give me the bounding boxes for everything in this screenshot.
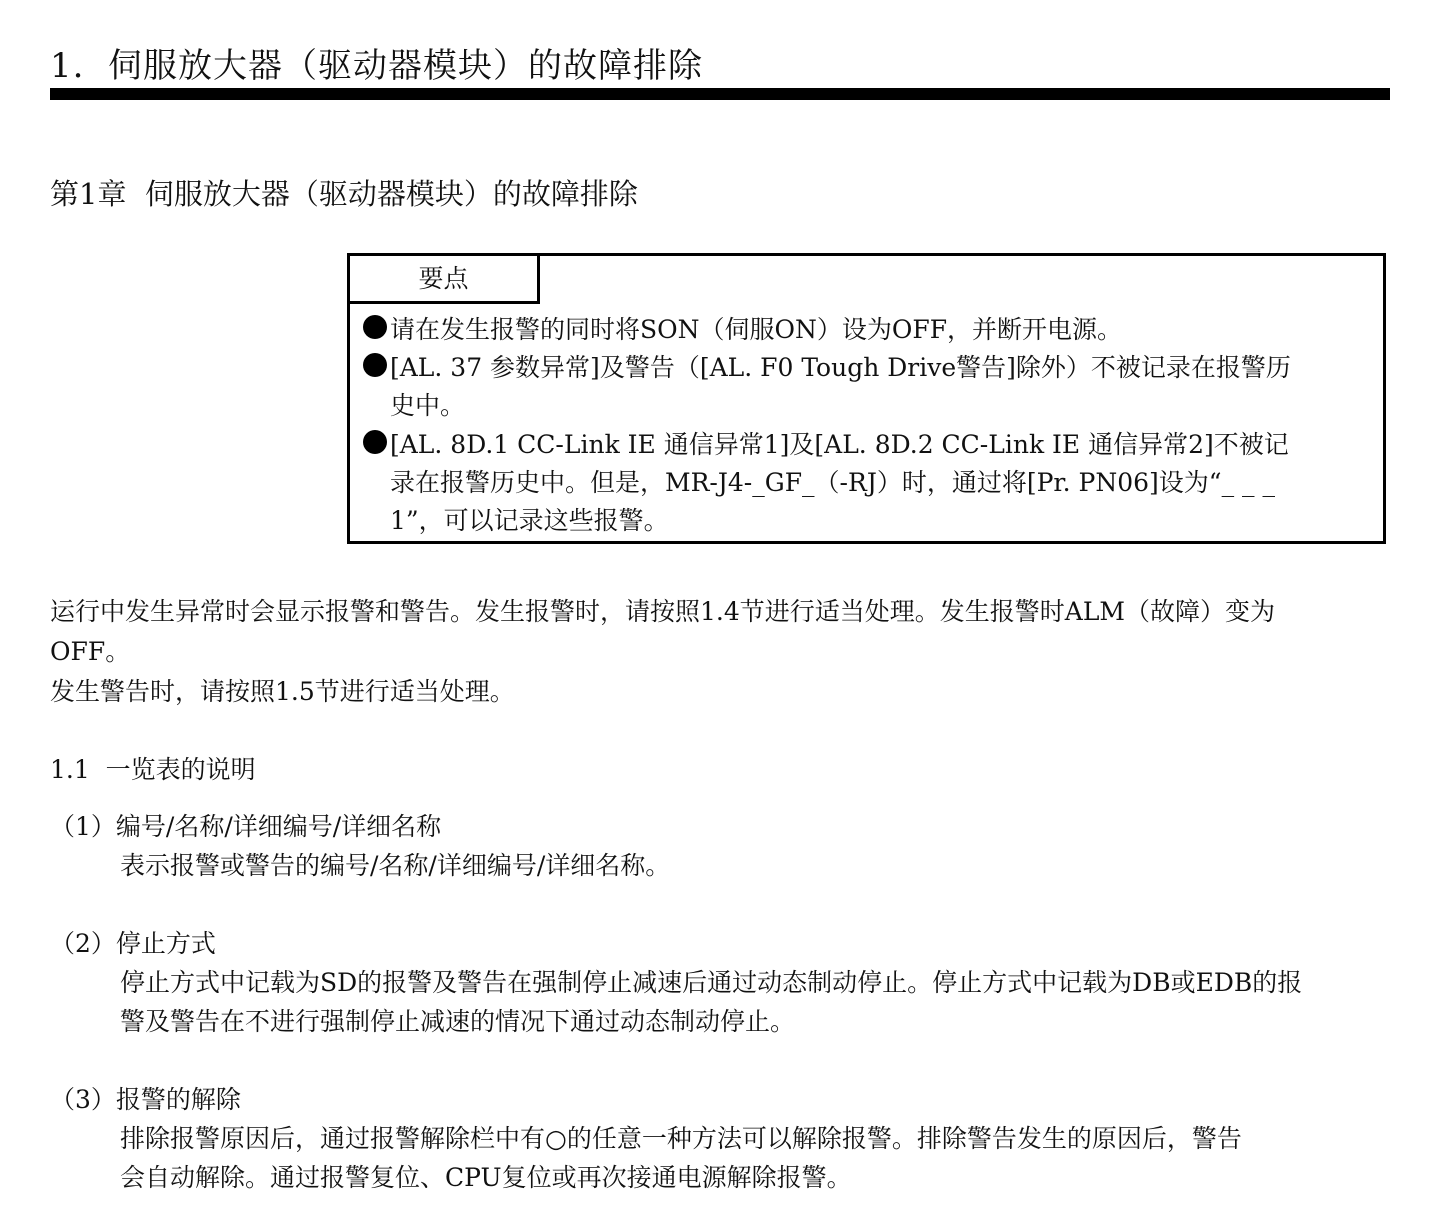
notice-item-3-line-2: 录在报警历史中。但是，MR-J4-_GF_（-RJ）时，通过将[Pr. PN06]设为“_ _ _ — [390, 468, 1275, 497]
notice-item-2-line-1: [AL. 37 参数异常]及警告（[AL. F0 Tough Drive警告]除外）不被记录在报警历 — [390, 353, 1291, 382]
item-1-body-line-1: 表示报警或警告的编号/名称/详细编号/详细名称。 — [120, 851, 671, 880]
intro-line-3: 发生警告时，请按照1.5节进行适当处理。 — [50, 677, 515, 706]
intro-line-1: 运行中发生异常时会显示报警和警告。发生报警时，请按照1.4节进行适当处理。发生报警时ALM（故障）变为 — [50, 597, 1276, 626]
title-rule — [50, 88, 1390, 100]
section-heading: 1.1 一览表的说明 — [50, 755, 256, 784]
page-title: 1. 伺服放大器（驱动器模块）的故障排除 — [50, 46, 704, 86]
notice-item-3-line-3: 1”，可以记录这些报警。 — [390, 506, 669, 535]
notice-item-3-line-1: [AL. 8D.1 CC-Link IE 通信异常1]及[AL. 8D.2 CC-Link IE 通信异常2]不被记 — [390, 430, 1289, 459]
chapter-title: 第1章 伺服放大器（驱动器模块）的故障排除 — [50, 177, 638, 211]
item-3-title: （3）报警的解除 — [50, 1085, 241, 1114]
notice-item-2-line-2: 史中。 — [390, 391, 466, 420]
intro-line-2: OFF。 — [50, 637, 131, 666]
notice-box — [347, 253, 1386, 544]
item-3-body-line-1: 排除报警原因后，通过报警解除栏中有○的任意一种方法可以解除报警。排除警告发生的原因后，警告 — [120, 1124, 1242, 1153]
item-2-body-line-2: 警及警告在不进行强制停止减速的情况下通过动态制动停止。 — [120, 1007, 796, 1036]
bullet-icon — [363, 353, 387, 377]
bullet-icon — [363, 430, 387, 454]
bullet-icon — [363, 315, 387, 339]
item-2-body-line-1: 停止方式中记载为SD的报警及警告在强制停止减速后通过动态制动停止。停止方式中记载为DB或EDB的报 — [120, 968, 1303, 997]
notice-item-1-line-1: 请在发生报警的同时将SON（伺服ON）设为OFF，并断开电源。 — [390, 315, 1123, 344]
item-3-body-line-2: 会自动解除。通过报警复位、CPU复位或再次接通电源解除报警。 — [120, 1163, 852, 1192]
notice-label: 要点 — [350, 256, 540, 304]
item-2-title: （2）停止方式 — [50, 929, 216, 958]
item-1-title: （1）编号/名称/详细编号/详细名称 — [50, 812, 442, 841]
